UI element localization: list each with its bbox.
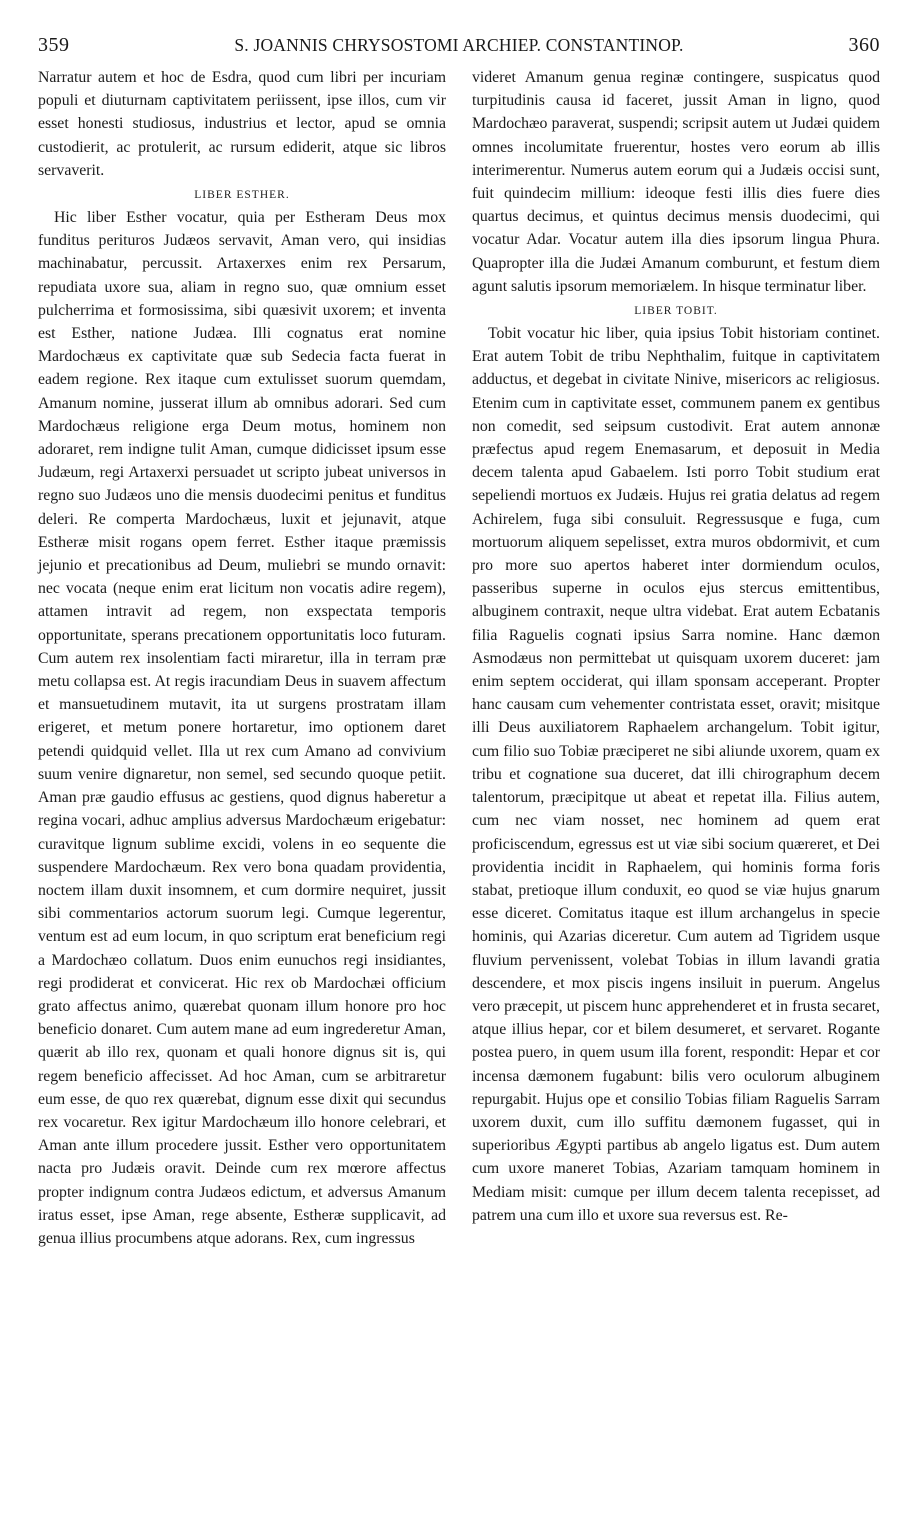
page-number-left: 359 <box>38 34 70 56</box>
running-header <box>38 34 880 60</box>
esther-paragraph: Hic liber Esther vocatur, quia per Estheram Deus mox funditus perituros Judæos servavit, Aman vero, qui insidias machinabatur, percussit. Artaxerxes enim rex Persarum, repudiata uxore sua, aliam in regno suo, quæ omnium esset pulcherrima et formosissima, sibi quæsivit uxorem; et inventa est Esther, natione Judæa. Illi cognatus erat nomine Mardochæus ex captivitate quæ sub Sedecia facta fuerat in eadem regione. Rex itaque cum extulisset suorum quemdam, Amanum nomine, jusserat illum ab omnibus adorari. Sed cum Mardochæus religione erga Deum motus, hominem non adoraret, rem indigne tulit Aman, cumque didicisset ipsum esse Judæum, regi Artaxerxi persuadet ut scripto jubeat universos in regno suo Judæos uno die mensis duodecimi penitus et funditus deleri. Re comperta Mardochæus, luxit et jejunavit, atque Estheræ misit rogans opem ferret. Esther itaque præmissis jejunio et precationibus ad Deum, muliebri se mundo ornavit: nec vocata (neque enim erat licitum non vocatis adire regem), attamen intravit ad regem, non exspectata temporis opportunitate, sperans precationem opportunitatis loco futuram. Cum autem rex insolentiam facti miraretur, illa in terram præ metu collapsa est. At regis iracundiam Deus in suavem affectum et mansuetudinem mutavit, ita ut surgens prostratam illam erigeret, et metum ponere hortaretur, imo optionem daret petendi quidquid vellet. Illa ut rex cum Amano ad convivium suum venire dignaretur, non semel, sed secundo quoque petiit. Aman præ gaudio effusus ac gestiens, quod dignus haberetur a regina vocari, adhuc amplius adversus Mardochæum erigebatur: curavitque lignum sublime excidi, volens in eo sequente die suspendere Mardochæum. Rex vero bona quadam providentia, noctem illam duxit insomnem, et cum dormire nequiret, jussit sibi commentarios actorum suorum legi. Cumque legerentur, ventum est ad eum locum, in quo scriptum erat beneficium regi a Mardochæo collatum. Duos enim eunuchos regi insidiantes, regi prodiderat et convicerat. Hic rex ob Mardochæi officium grato affectus animo, quærebat quonam illum honore pro hoc beneficio donaret. Cum autem mane ad eum ingrederetur Aman, quærit ab illo rex, quonam et quali honore dignus sit is, qui regem beneficio affecisset. Ad hoc Aman, cum se arbitraretur eum esse, de quo rex quærebat, dignum esse dixit qui secundus rex vocaretur. Rex igitur Mardochæum illo honore celebrari, et Aman ante illum procedere jussit. Esther vero opportunitatem nacta pro Judæis oravit. Deinde cum rex mœrore affectus propter indignum contra Judæos edictum, et adversus Amanum iratus esset, ipse Aman, rege absente, Estheræ supplicavit, ad genua illius procumbens atque adorans. Rex, cum ingressus <box>38 209 446 1247</box>
tobit-paragraph: Tobit vocatur hic liber, quia ipsius Tobit historiam continet. Erat autem Tobit de tribu Nephthalim, fuitque in captivitatem adductus, et degebat in civitate Ninive, misericors ac religiosus. Etenim cum in captivitate esset, communem panem ex gentibus non comedit, sed seipsum custodivit. Erat autem annonæ præfectus apud regem Enemasarum, et deposuit in Media decem talenta apud Gabaelem. Isti porro Tobit studium erat sepeliendi mortuos ex Judæis. Hujus rei gratia delatus ad regem Achirelem, fuga sibi consuluit. Regressusque e fuga, cum mortuorum aliquem sepelisset, extra muros obdormivit, et cum pro more suo apertos haberet inter dormiendum oculos, passeribus superne in oculos ejus stercus emittentibus, albuginem contraxit, neque ultra videbat. Erat autem Ecbatanis filia Raguelis cognati ipsius Sarra nomine. Hanc dæmon Asmodæus non permittebat ut quisquam uxorem duceret: jam enim septem occiderat, qui illam sponsam acceperant. Propter hanc causam cum vehementer contristata esset, oravit; misitque illi Deus auxiliatorem Raphaelem archangelum. Tobit igitur, cum filio suo Tobiæ præciperet ne sibi aliunde uxorem, quam ex tribu et cognatione sua duceret, dat illi chirographum decem talentorum, præcipitque ut abeat et repetat illa. Filius autem, cum nec viam nosset, nec hominem ad quem erat proficiscendum, egressus est ut viæ sibi socium quæreret, et Dei providentia incidit in Raphaelem, qui hominis forma foris stabat, pretioque illum conduxit, eo quod se viæ hujus gnarum esse diceret. Comitatus itaque est illum archangelus in specie hominis, qui Azarias diceretur. Cum autem ad Tigridem usque fluvium pervenissent, volebat Tobias in illum lavandi gratia descendere, et mox piscis ingens insiluit in puerum. Angelus vero præcepit, ut piscem hunc apprehenderet et in frusta secaret, atque illius hepar, cor et bilem desumeret, et servaret. Rogante postea puero, in quem usum illa forent, respondit: Hepar et cor incensa dæmonem fugabunt: bilis vero oculorum albuginem repurgabit. Hujus ope et consilio Tobias filiam Raguelis Sarram uxorem duxit, cum illo suffitu dæmonem fugasset, qui in superioribus Ægypti partibus ab angelo ligatus est. Dum autem cum uxore maneret Tobias, Azariam tamquam hominem in Mediam misit: cumque per illum decem talenta recepisset, ad patrem una cum illo et uxore sua reversus est. Re- <box>472 325 880 1224</box>
right-column <box>472 66 880 1227</box>
section-heading-esther: LIBER ESTHER. <box>194 189 290 202</box>
running-title: S. JOANNIS CHRYSOSTOMI ARCHIEP. CONSTANTINOP. <box>234 35 684 55</box>
esdra-paragraph: Narratur autem et hoc de Esdra, quod cum libri per incuriam populi et diuturnam captivitatem periissent, ipse illos, cum vir esset honesti studiosus, industrius et lector, apud se omnia custodierit, ac protulerit, ac rursum ediderit, atque sic libros servaverit. <box>38 69 446 179</box>
esther-continuation-paragraph: videret Amanum genua reginæ contingere, suspicatus quod turpitudinis causa id faceret, jussit Aman in ligno, quod Mardochæo paraverat, suspendi; scripsit autem ut Judæi quidem omnes incolumitate fruerentur, hostes vero eorum ab illis interimerentur. Numerus autem eorum qui a Judæis occisi sunt, fuit quindecim millium: ideoque festi illis dies fuere dies quartus decimus, et quintus decimus mensis duodecimi, qui vocatur Adar. Vocatur autem illa dies ipsorum lingua Phura. Quapropter illa die Judæi Amanum comburunt, et festum diem agunt salutis ipsorum memoriælem. In hisque terminatur liber. <box>472 69 880 295</box>
left-column <box>38 66 446 1250</box>
section-heading-tobit: LIBER TOBIT. <box>634 305 718 318</box>
page-number-right: 360 <box>848 34 880 56</box>
